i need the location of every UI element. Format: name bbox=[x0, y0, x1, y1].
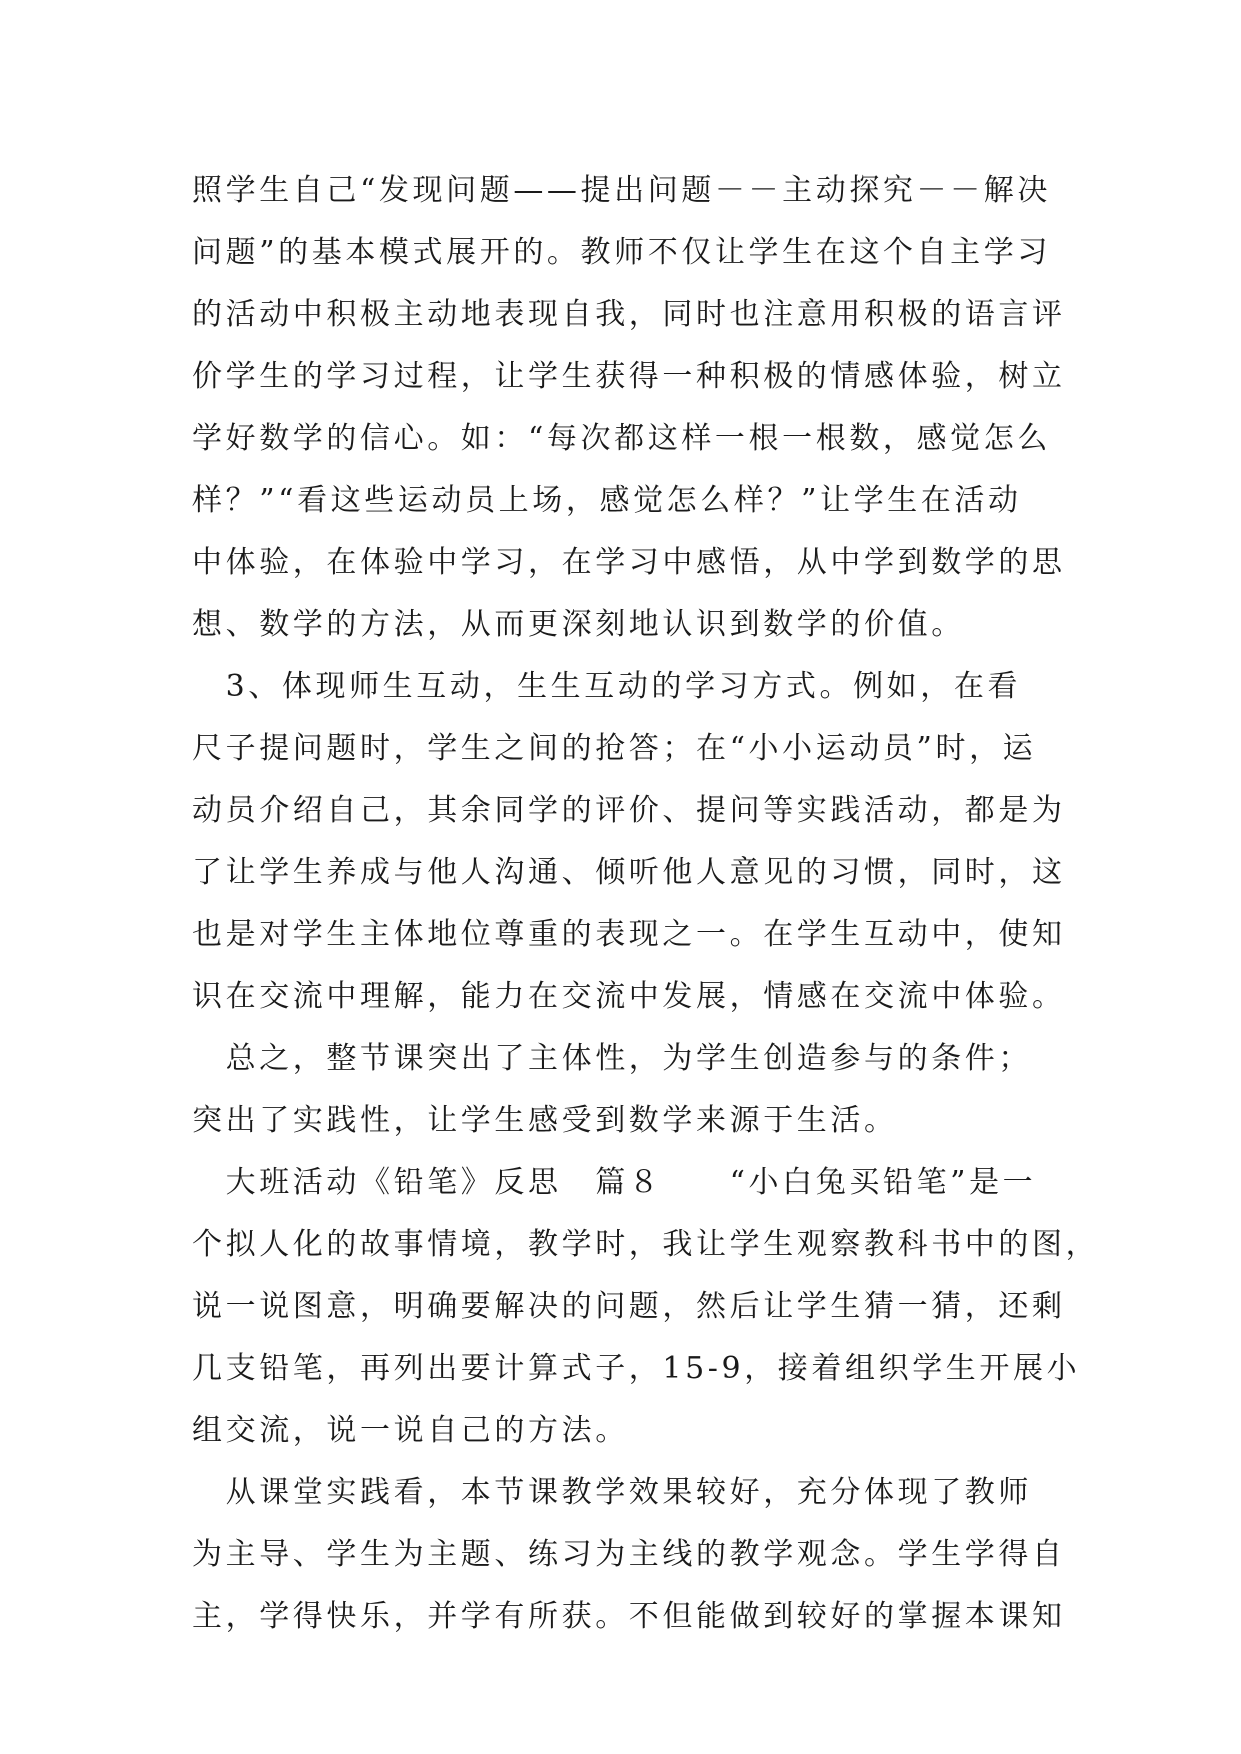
text-line: 个拟人化的故事情境，教学时，我让学生观察教科书中的图， bbox=[192, 1227, 1100, 1262]
text-line: 说一说图意，明确要解决的问题，然后让学生猜一猜，还剩 bbox=[192, 1289, 1066, 1324]
text-line: 大班活动《铅笔》反思 篇８ “小白兔买铅笔”是一 bbox=[192, 1165, 1037, 1200]
text-line: 从课堂实践看，本节课教学效果较好，充分体现了教师 bbox=[192, 1475, 1032, 1510]
text-line: 想、数学的方法，从而更深刻地认识到数学的价值。 bbox=[192, 607, 965, 642]
body-text bbox=[192, 160, 1100, 1648]
text-line: 学好数学的信心。如：“每次都这样一根一根数，感觉怎么 bbox=[192, 421, 1051, 456]
text-line: 照学生自己“发现问题——提出问题－－主动探究－－解决 bbox=[192, 173, 1051, 208]
text-line: 也是对学生主体地位尊重的表现之一。在学生互动中，使知 bbox=[192, 917, 1066, 952]
text-line: 几支铅笔，再列出要计算式子，15-9，接着组织学生开展小 bbox=[192, 1351, 1081, 1386]
text-line: 尺子提问题时，学生之间的抢答；在“小小运动员”时，运 bbox=[192, 731, 1037, 766]
text-line: 识在交流中理解，能力在交流中发展，情感在交流中体验。 bbox=[192, 979, 1066, 1014]
text-line: 为主导、学生为主题、练习为主线的教学观念。学生学得自 bbox=[192, 1537, 1066, 1572]
text-line: 总之，整节课突出了主体性，为学生创造参与的条件； bbox=[192, 1041, 1032, 1076]
text-line: 3、体现师生互动，生生互动的学习方式。例如，在看 bbox=[192, 669, 1022, 704]
text-line: 了让学生养成与他人沟通、倾听他人意见的习惯，同时，这 bbox=[192, 855, 1066, 890]
text-line: 价学生的学习过程，让学生获得一种积极的情感体验，树立 bbox=[192, 359, 1066, 394]
text-line: 的活动中积极主动地表现自我，同时也注意用积极的语言评 bbox=[192, 297, 1066, 332]
text-line: 样？”“看这些运动员上场，感觉怎么样？”让学生在活动 bbox=[192, 483, 1022, 518]
text-line: 突出了实践性，让学生感受到数学来源于生活。 bbox=[192, 1103, 898, 1138]
text-line: 组交流，说一说自己的方法。 bbox=[192, 1413, 629, 1448]
text-line: 中体验，在体验中学习，在学习中感悟，从中学到数学的思 bbox=[192, 545, 1066, 580]
text-line: 动员介绍自己，其余同学的评价、提问等实践活动，都是为 bbox=[192, 793, 1066, 828]
text-line: 问题”的基本模式展开的。教师不仅让学生在这个自主学习 bbox=[192, 235, 1051, 270]
text-line: 主，学得快乐，并学有所获。不但能做到较好的掌握本课知 bbox=[192, 1599, 1066, 1634]
